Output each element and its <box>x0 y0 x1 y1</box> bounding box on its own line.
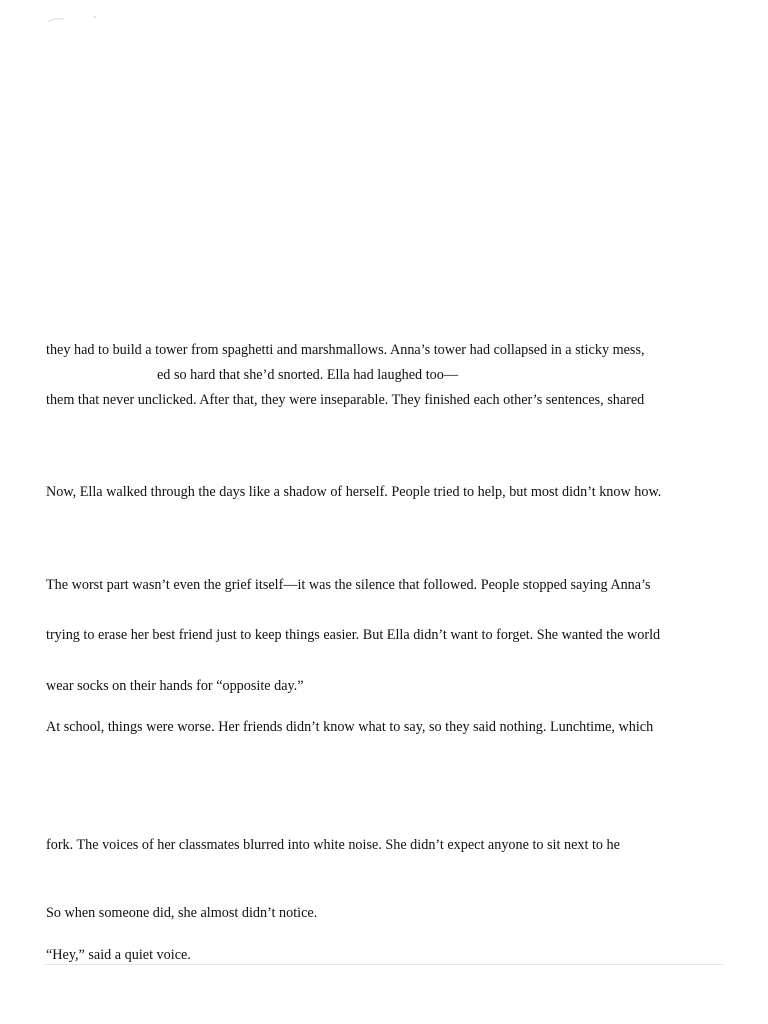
text-line: “Hey,” said a quiet voice. <box>46 947 191 963</box>
text-line: they had to build a tower from spaghetti and marshmallows. Anna’s tower had collapsed in a sticky mess, <box>46 342 645 358</box>
page-divider <box>44 964 724 965</box>
text-line: So when someone did, she almost didn’t notice. <box>46 905 318 921</box>
text-line: The worst part wasn’t even the grief itself—it was the silence that followed. People stopped saying Anna’s <box>46 577 651 593</box>
faint-header-mark <box>46 10 106 30</box>
text-line: ed so hard that she’d snorted. Ella had laughed too— <box>157 367 459 383</box>
text-line: trying to erase her best friend just to keep things easier. But Ella didn’t want to forget. She wanted the world <box>46 627 661 643</box>
text-line: fork. The voices of her classmates blurred into white noise. She didn’t expect anyone to sit next to he <box>46 837 620 853</box>
text-line: Now, Ella walked through the days like a shadow of herself. People tried to help, but most didn’t know how. <box>46 484 662 500</box>
text-line: At school, things were worse. Her friends didn’t know what to say, so they said nothing. Lunchtime, which <box>46 719 654 735</box>
text-line: them that never unclicked. After that, they were inseparable. They finished each other’s sentences, shared <box>46 392 645 408</box>
text-line: wear socks on their hands for “opposite day.” <box>46 678 304 694</box>
